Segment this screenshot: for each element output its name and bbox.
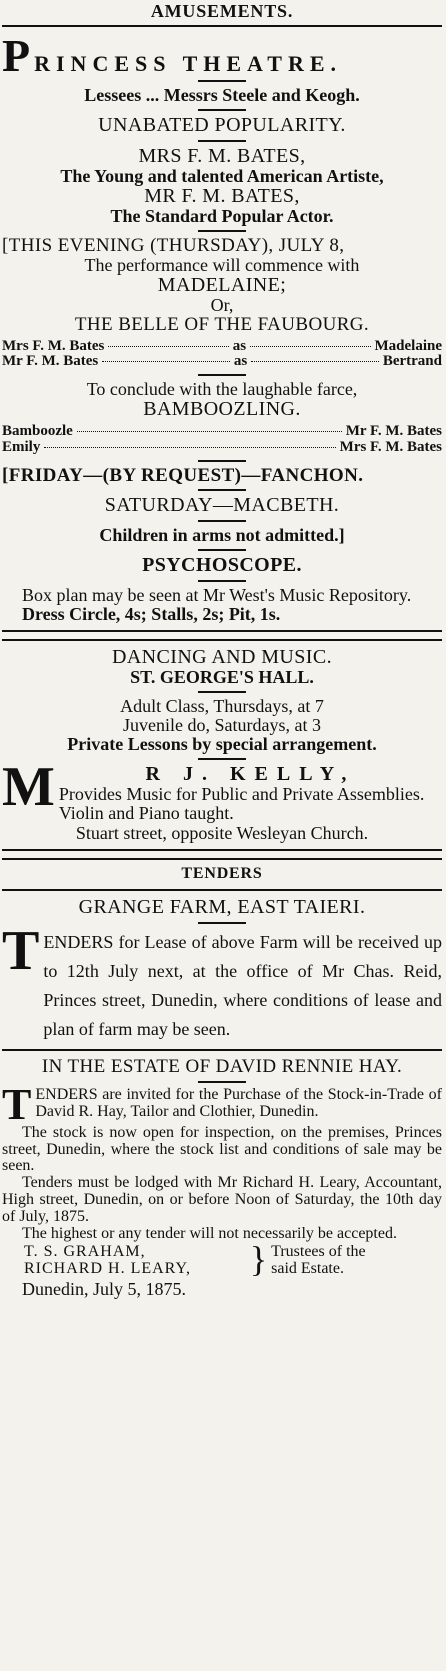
dancing-adult: Adult Class, Thursdays, at 7 [120, 696, 324, 716]
trustee-names [2, 1244, 242, 1278]
kelly-text [59, 764, 442, 823]
psychoscope-rule [198, 580, 246, 582]
play1-subtitle: THE BELLE OF THE FAUBOURG. [74, 313, 370, 335]
friday-rule [198, 489, 246, 491]
dot-leader [251, 361, 379, 362]
children-line: Children in arms not admitted.] [99, 525, 345, 546]
tenders-heading-rule [2, 889, 442, 891]
tenders-heading: TENDERS [181, 865, 263, 883]
cast2-actor: Mr F. M. Bates [345, 423, 442, 439]
dancing-end-rule [2, 849, 442, 860]
saturday-rule [198, 520, 246, 522]
lessees-line: Lessees ... Messrs Steele and Keogh. [84, 85, 360, 106]
dot-leader [102, 361, 230, 362]
cast2-role: Emily [2, 438, 41, 455]
artists-rule [198, 230, 246, 232]
dancing-private-rule [198, 758, 246, 760]
cast1-row [2, 339, 442, 355]
kelly-provides: Provides Music for Public and Private Assemblies. Violin and Piano taught. [58, 783, 425, 823]
amusements-heading: AMUSEMENTS. [150, 1, 294, 21]
cast2-list [2, 424, 442, 456]
cast1-list [2, 339, 442, 371]
estate-date: Dunedin, July 5, 1875. [22, 1279, 186, 1300]
psychoscope-line: PSYCHOSCOPE. [142, 554, 302, 577]
conclude-line: To conclude with the laughable farce, [86, 379, 358, 400]
estate-body [2, 1080, 442, 1242]
trustees-block [2, 1238, 442, 1279]
cast2-role: Bamboozle [2, 423, 73, 439]
dancing-hall: ST. GEORGE'S HALL. [130, 667, 314, 688]
cast1-actor: Mr F. M. Bates [2, 353, 99, 370]
trustee1: T. S. GRAHAM, [24, 1243, 146, 1261]
dot-leader [44, 447, 335, 448]
play1-title: MADELAINE; [157, 273, 287, 296]
kelly-name: R J. KELLY, [145, 762, 356, 785]
farm-title: GRANGE FARM, EAST TAIERI. [78, 896, 366, 919]
dot-leader [250, 346, 370, 347]
artist1-name: MRS F. M. BATES, [138, 145, 306, 168]
estate-para2: The stock is now open for inspection, on the premises, Princes street, Dunedin, where the stock list and conditions of sale may be seen. [2, 1123, 442, 1175]
kelly-dropcap: M [2, 755, 55, 818]
tenders-text: ENDERS for Lease of above Farm will be received up to 12th July next, at the office of Mr Chas. Reid, Princes street, Dunedin, where conditions of lease and plan of farm may be seen. [43, 932, 442, 1039]
dot-leader [108, 346, 228, 347]
theatre-title-rest: RINCESS THEATRE. [34, 50, 343, 76]
tenders-dropcap: T [2, 920, 40, 983]
artist2-desc: The Standard Popular Actor. [110, 206, 334, 227]
kelly-address: Stuart street, opposite Wesleyan Church. [75, 823, 369, 844]
cast1-row [2, 354, 442, 370]
cast1-as: as [232, 337, 247, 354]
saturday-line: SATURDAY—MACBETH. [104, 494, 340, 517]
popularity-line: UNABATED POPULARITY. [98, 114, 346, 137]
tenders-end-rule [2, 1049, 442, 1051]
kelly-block [2, 755, 442, 823]
dancing-private: Private Lessons by special arrangement. [67, 733, 377, 754]
children-rule [198, 549, 246, 551]
cast2-actor: Mrs F. M. Bates [339, 438, 442, 455]
estate-heading: IN THE ESTATE OF DAVID RENNIE HAY. [41, 1056, 403, 1078]
cast1-role: Madelaine [374, 337, 442, 354]
estate-para3: Tenders must be lodged with Mr Richard H. Leary, Accountant, High street, Dunedin, on or before Noon of Saturday, the 10th day of July, 1875. [2, 1174, 442, 1225]
cast2-row [2, 424, 442, 440]
cast2-row [2, 440, 442, 456]
estate-heading-rule [198, 1081, 246, 1083]
evening-line: [THIS EVENING (THURSDAY), JULY 8, [2, 234, 345, 256]
theatre-title [2, 29, 442, 81]
theatre-dropcap: P [2, 29, 31, 81]
tenders-body [2, 920, 442, 1043]
amusements-rule [2, 25, 442, 27]
cast2-rule [198, 460, 246, 462]
artist1-desc: The Young and talented American Artiste, [60, 166, 384, 187]
lessees-rule [198, 109, 246, 111]
artist2-name: MR F. M. BATES, [144, 185, 300, 208]
play2-title: BAMBOOZLING. [143, 398, 301, 420]
dancing-juvenile: Juvenile do, Saturdays, at 3 [123, 714, 321, 735]
popularity-rule [198, 140, 246, 142]
estate-dropcap: T [2, 1080, 32, 1130]
play1-or: Or, [210, 294, 234, 315]
brace-icon: } [249, 1238, 268, 1279]
farm-title-rule [198, 922, 246, 924]
estate-para1 [2, 1080, 442, 1130]
estate-para4: The highest or any tender will not necessarily be accepted. [22, 1224, 397, 1242]
dancing-heading: DANCING AND MUSIC. [112, 646, 332, 669]
trustees-label: Trustees of the said Estate. [271, 1243, 366, 1278]
cast1-rule [198, 374, 246, 376]
cast1-actor: Mrs F. M. Bates [2, 337, 105, 354]
theatre-title-rule [198, 80, 246, 82]
estate-para1-text: ENDERS are invited for the Purchase of the Stock-in-Trade of David R. Hay, Tailor and Clothier, Dunedin. [35, 1086, 442, 1121]
cast1-role: Bertrand [382, 353, 442, 370]
prices-line: Dress Circle, 4s; Stalls, 2s; Pit, 1s. [22, 604, 281, 625]
friday-line: [FRIDAY—(BY REQUEST)—FANCHON. [2, 464, 364, 486]
trustees-label-wrap [249, 1238, 442, 1279]
dot-leader [77, 431, 342, 432]
dancing-hall-rule [198, 691, 246, 693]
theatre-end-rule [2, 630, 442, 641]
box-plan: Box plan may be seen at Mr West's Music Repository. [22, 585, 412, 606]
performance-line: The performance will commence with [84, 254, 360, 275]
cast1-as: as [233, 353, 248, 370]
trustee2: RICHARD H. LEARY, [24, 1260, 191, 1278]
